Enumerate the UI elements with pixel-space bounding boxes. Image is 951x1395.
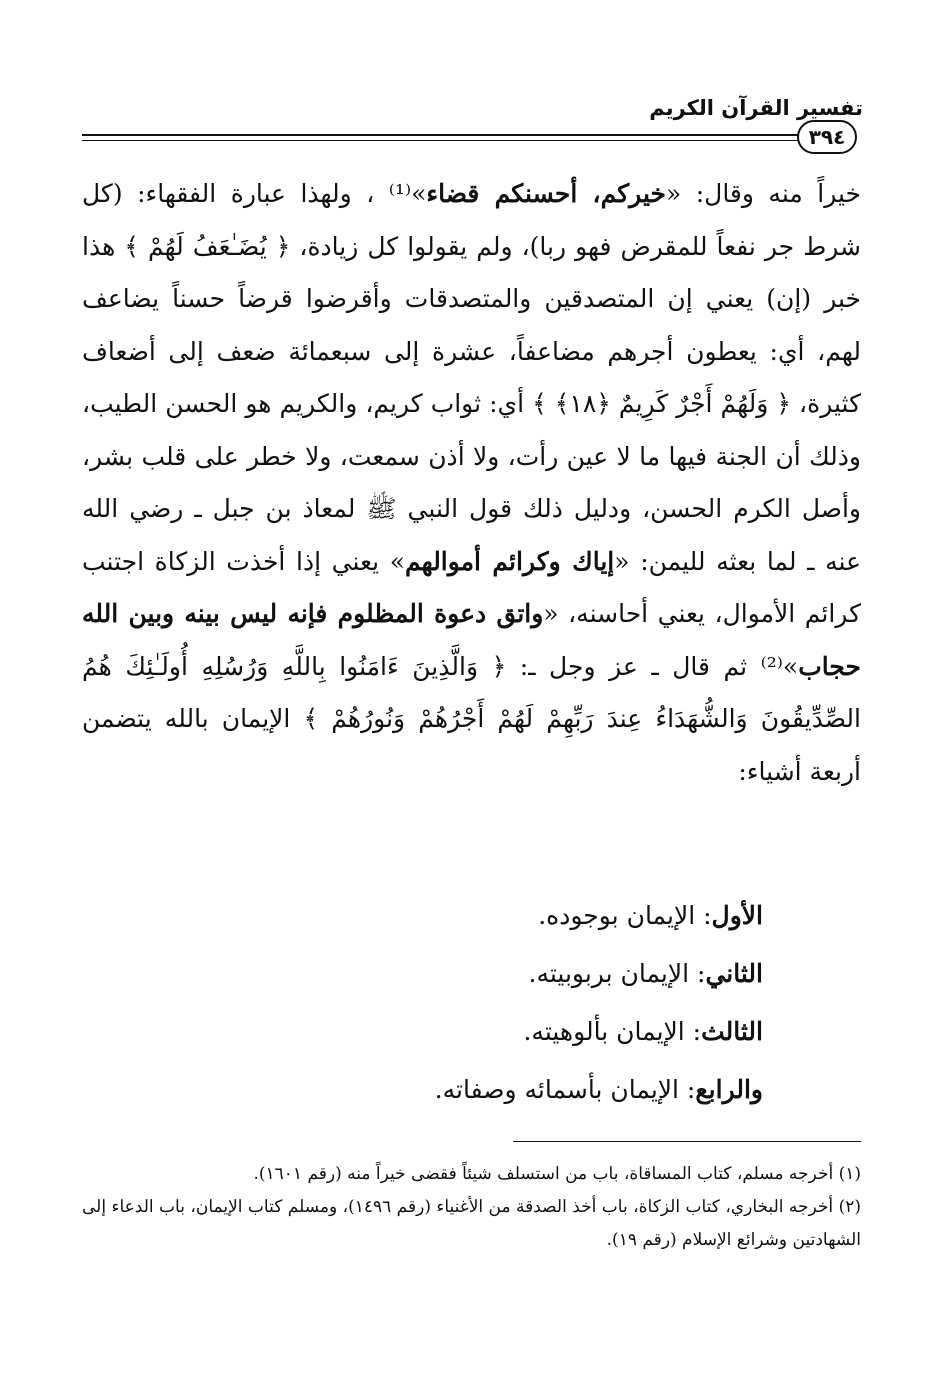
- quran-verse: ﴿ يُضَـٰعَفُ لَهُمْ ﴾: [124, 231, 291, 261]
- main-paragraph: [82, 168, 861, 798]
- list-item: [435, 887, 763, 945]
- list-item: [435, 1003, 763, 1061]
- list-item: [435, 945, 763, 1003]
- hadith-quote: إياك وكرائم أموالهم: [405, 546, 615, 576]
- point-label: الأول: [711, 901, 763, 930]
- point-text: : الإيمان بربوبيته.: [528, 959, 706, 988]
- point-text: : الإيمان بأسمائه وصفاته.: [434, 1075, 696, 1104]
- point-label: الثالث: [701, 1017, 763, 1046]
- text-segment: الإيمان بالله يتضمن أربعة أشياء:: [82, 704, 861, 786]
- footnote-2: (٢) أخرجه البخاري، كتاب الزكاة، باب أخذ الصدقة من الأغنياء (رقم ١٤٩٦)، ومسلم كتاب الإيمان، باب الدعاء إلى الشهادتين وشرائع الإسلام (رقم ١٩).: [82, 1197, 861, 1250]
- quran-verse: ﴿ وَالَّذِينَ ءَامَنُوا بِاللَّهِ وَرُسُلِهِ أُولَـٰئِكَ هُمُ الصِّدِّيقُونَ وَالشُّهَدَاءُ عِندَ رَبِّهِمْ لَهُمْ أَجْرُهُمْ وَنُورُهُمْ ﴾: [82, 651, 861, 733]
- quran-verse: ﴿ وَلَهُمْ أَجْرٌ كَرِيمٌ ﴿١٨﴾ ﴾: [532, 389, 792, 418]
- text-segment: »⁽¹⁾ ، ولهذا عبارة الفقهاء: (كل شرط جر نفعاً للمقرض فهو ربا)، ولم يقولوا كل زيادة،: [82, 179, 861, 261]
- footnote-separator: [513, 1141, 861, 1142]
- hadith-quote: واتق دعوة المظلوم فإنه ليس بينه وبين الله حجاب: [82, 599, 861, 681]
- header-rule-thick: [82, 134, 808, 136]
- point-label: والرابع: [695, 1075, 763, 1104]
- main-text: [82, 168, 861, 798]
- text-segment: » يعني إذا أخذت الزكاة اجتنب كرائم الأموال، يعني أحاسنه، «: [82, 546, 861, 628]
- running-head: تفسير القرآن الكريم: [649, 96, 863, 120]
- footnote-1: (١) أخرجه مسلم، كتاب المساقاة، باب من استسلف شيئاً فقضى خيراً منه (رقم ١٦٠١).: [253, 1164, 861, 1184]
- hadith-quote: خيركم، أحسنكم قضاء: [426, 179, 666, 208]
- list-item: [435, 1061, 763, 1119]
- point-text: : الإيمان بألوهيته.: [523, 1017, 702, 1046]
- footnotes: [82, 1158, 861, 1257]
- point-text: : الإيمان بوجوده.: [538, 901, 712, 930]
- point-label: الثاني: [705, 959, 763, 988]
- text-segment: ثم قال ـ عز وجل ـ:: [506, 651, 748, 681]
- text-segment: أي: ثواب كريم، والكريم هو الحسن الطيب، وذلك أن الجنة فيها ما لا عين رأت، ولا أذن سمعت، ولا خطر على قلب بشر، وأصل الكرم الحسن، ودليل ذلك قول النبي ﷺ لمعاذ بن جبل ـ رضي الله عنه ـ لما بعثه لليمن: «: [82, 389, 861, 576]
- text-segment: هذا خبر (إن) يعني إن المتصدقين والمتصدقات وأقرضوا قرضاً حسناً يضاعف لهم، أي: يعطون أجرهم مضاعفاً، عشرة إلى سبعمائة ضعف إلى أضعاف كثيرة،: [82, 231, 861, 418]
- page-number: ٣٩٤: [797, 120, 857, 154]
- text-segment: خيراً منه وقال: «: [665, 179, 861, 208]
- faith-points-list: [435, 887, 763, 1119]
- header-rule-thin: [82, 140, 808, 141]
- footnote-ref: »⁽²⁾: [747, 651, 799, 681]
